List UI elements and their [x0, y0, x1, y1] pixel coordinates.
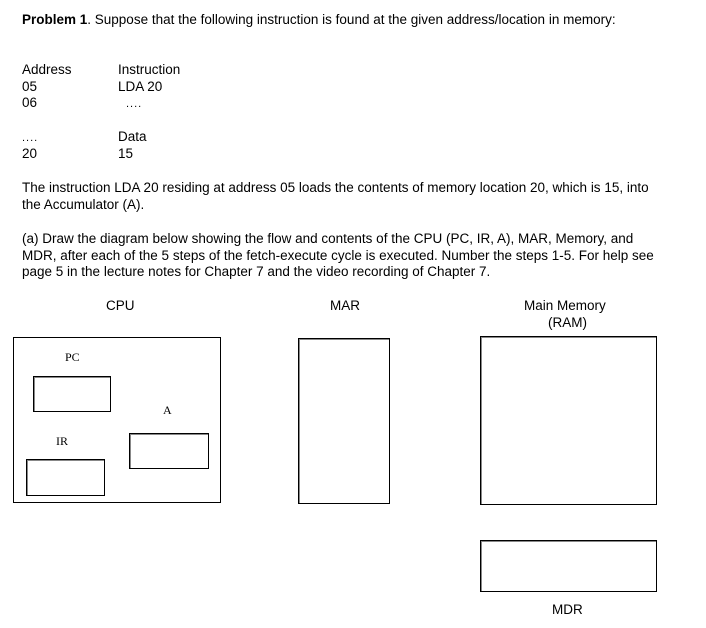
pc-label: PC — [65, 350, 80, 364]
instruction-ellipsis: .... — [126, 98, 143, 110]
instruction-lda: LDA 20 — [118, 79, 163, 94]
ram-label: (RAM) — [548, 315, 587, 330]
mar-box — [298, 338, 390, 504]
address-header: Address — [22, 62, 72, 77]
pc-register — [33, 376, 111, 412]
ir-register — [26, 459, 105, 496]
cpu-label: CPU — [106, 298, 135, 313]
mdr-box — [480, 540, 657, 592]
data-value-15: 15 — [118, 146, 134, 161]
main-memory-box — [480, 336, 657, 505]
a-label: A — [163, 403, 172, 417]
main-memory-label: Main Memory — [524, 298, 606, 313]
explanation-text: The instruction LDA 20 residing at address 05 loads the contents of memory location 20, which is 15, into the Accumulator (A). — [22, 180, 649, 212]
address-05: 05 — [22, 79, 38, 94]
address-20: 20 — [22, 146, 38, 161]
mdr-label: MDR — [552, 602, 583, 617]
address-ellipsis: .... — [22, 132, 39, 144]
mar-label: MAR — [330, 298, 360, 313]
task-text: (a) Draw the diagram below showing the flow and contents of the CPU (PC, IR, A), MAR, Memory, and MDR, after each of the 5 steps of the fetch-execute cycle is executed. Number the steps 1-5. For help see page 5 in the lecture notes for Chapter 7 and the video recording of Chapter 7. — [22, 231, 654, 279]
instruction-header: Instruction — [118, 62, 181, 77]
problem-label: Problem 1 — [22, 12, 88, 27]
address-06: 06 — [22, 95, 38, 110]
problem-intro: . Suppose that the following instruction is found at the given address/location in memory: — [87, 12, 616, 27]
cpu-box — [13, 337, 221, 503]
a-register — [129, 433, 209, 469]
data-header: Data — [118, 129, 147, 144]
problem-statement — [22, 12, 622, 29]
ir-label: IR — [56, 434, 68, 448]
